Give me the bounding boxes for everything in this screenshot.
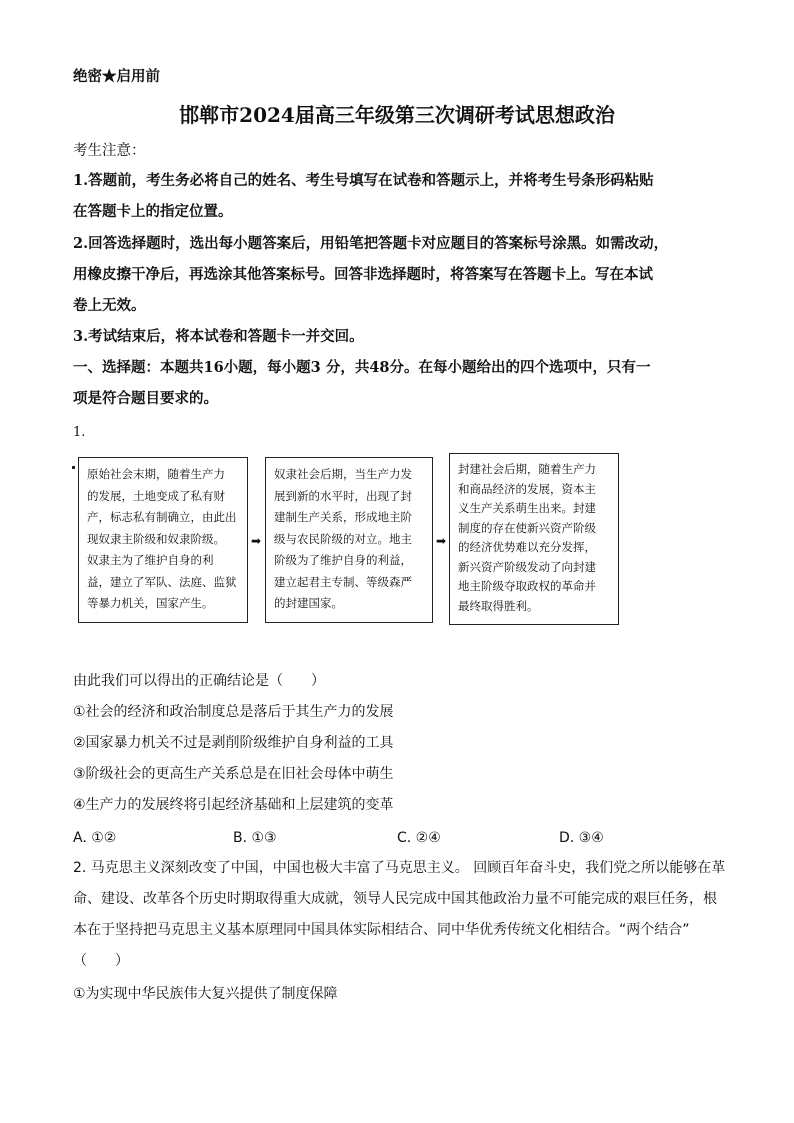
box-line: 建制生产关系，形成地主阶 [274, 510, 412, 524]
box-line: 最终取得胜利。 [458, 598, 539, 613]
notice-item-2-line-1: 2.回答选择题时，选出每小题答案后，用铅笔把答题卡对应题目的答案标号涂黑。如需改动， [73, 235, 669, 252]
box-line: 展到新的水平时，出现了封 [274, 488, 412, 503]
question-2-line-1: 2. 马克思主义深刻改变了中国，中国也极大丰富了马克思主义。 回顾百年奋斗史，我们党之所以能够在革 [73, 860, 726, 876]
box-line: 和商品经济的发展，资本主 [458, 481, 596, 496]
page-title: 邯郸市2024届高三年级第三次调研考试思想政治 [179, 103, 615, 127]
flow-box-slave-society [265, 457, 433, 623]
option-c: C. ②④ [397, 830, 441, 846]
box-line: 制度的存在使新兴资产阶级 [458, 520, 596, 535]
notice-item-1-line-2: 在答题卡上的指定位置。 [73, 203, 233, 220]
option-a: A. ①② [73, 830, 117, 846]
flow-box-primitive [78, 457, 248, 623]
box-line: 级与农民阶级的对立。地主 [274, 531, 412, 546]
question-2-line-4: （ ） [73, 953, 129, 969]
notice-item-1-line-1: 1.答题前，考生务必将自己的姓名、考生号填写在试卷和答题示上，并将考生号条形码粘贴 [73, 172, 654, 189]
flow-arrow-icon: ➡ [251, 534, 262, 548]
notice-heading: 考生注意： [73, 143, 146, 159]
question-2-statement-1: ①为实现中华民族伟大复兴提供了制度保障 [73, 986, 338, 1002]
option-b: B. ①③ [233, 830, 277, 846]
box-line: 益，建立了军队、法庭、监狱 [87, 574, 237, 589]
box-line: 奴隶社会后期，当生产力发 [274, 467, 412, 481]
option-d: D. ③④ [559, 830, 604, 846]
statement-1: ①社会的经济和政治制度总是落后于其生产力的发展 [73, 704, 394, 720]
notice-item-3-line-1: 3.考试结束后，将本试卷和答题卡一并交回。 [73, 328, 364, 345]
box-line: 产，标志私有制确立，由此出 [87, 510, 237, 524]
question-2-line-3: 本在于坚持把马克思主义基本原理同中国具体实际相结合、同中华优秀传统文化相结合。“两个结合” [73, 922, 690, 938]
box-line: 等暴力机关，国家产生。 [87, 596, 214, 610]
notice-item-2-line-3: 卷上无效。 [73, 297, 146, 314]
section-heading-line-1: 一、选择题：本题共16小题，每小题3 分，共48分。在每小题给出的四个选项中，只有一 [73, 359, 651, 376]
box-line: 的经济优势难以充分发挥， [458, 540, 596, 554]
box-line: 建立起君主专制、等级森严 [274, 574, 412, 589]
statement-2: ②国家暴力机关不过是剥削阶级维护自身利益的工具 [73, 735, 394, 751]
box-line: 地主阶级夺取政权的革命并 [458, 579, 596, 593]
question-number-1: 1. [73, 425, 86, 440]
box-line: 的发展，土地变成了私有财 [87, 488, 225, 503]
box-line: 原始社会末期，随着生产力 [87, 467, 225, 481]
box-line: 奴隶主为了维护自身的利 [87, 553, 214, 567]
box-line: 新兴资产阶级发动了向封建 [458, 559, 596, 574]
flow-box-feudal-society [449, 453, 619, 625]
box-line: 阶级为了维护自身的利益， [274, 553, 412, 567]
question-1-stem: 由此我们可以得出的正确结论是（ ） [73, 673, 325, 689]
box-line: 义生产关系萌生出来。封建 [458, 501, 596, 515]
notice-item-2-line-2: 用橡皮擦干净后，再选涂其他答案标号。回答非选择题时，将答案写在答题卡上。写在本试 [73, 266, 653, 283]
section-heading-line-2: 项是符合题目要求的。 [73, 390, 218, 407]
statement-4: ④生产力的发展终将引起经济基础和上层建筑的变革 [73, 797, 394, 813]
diagram-bullet [72, 466, 75, 469]
statement-3: ③阶级社会的更高生产关系总是在旧社会母体中萌生 [73, 766, 394, 782]
box-line: 现奴隶主阶级和奴隶阶级。 [87, 531, 225, 546]
question-2-line-2: 命、建设、改革各个历史时期取得重大成就，领导人民完成中国其他政治力量不可能完成的艰巨任务，根 [73, 891, 717, 907]
flow-arrow-icon: ➡ [436, 534, 447, 548]
secret-label: 绝密★启用前 [73, 68, 160, 85]
box-line: 封建社会后期，随着生产力 [458, 462, 596, 476]
box-line: 的封建国家。 [274, 596, 343, 610]
